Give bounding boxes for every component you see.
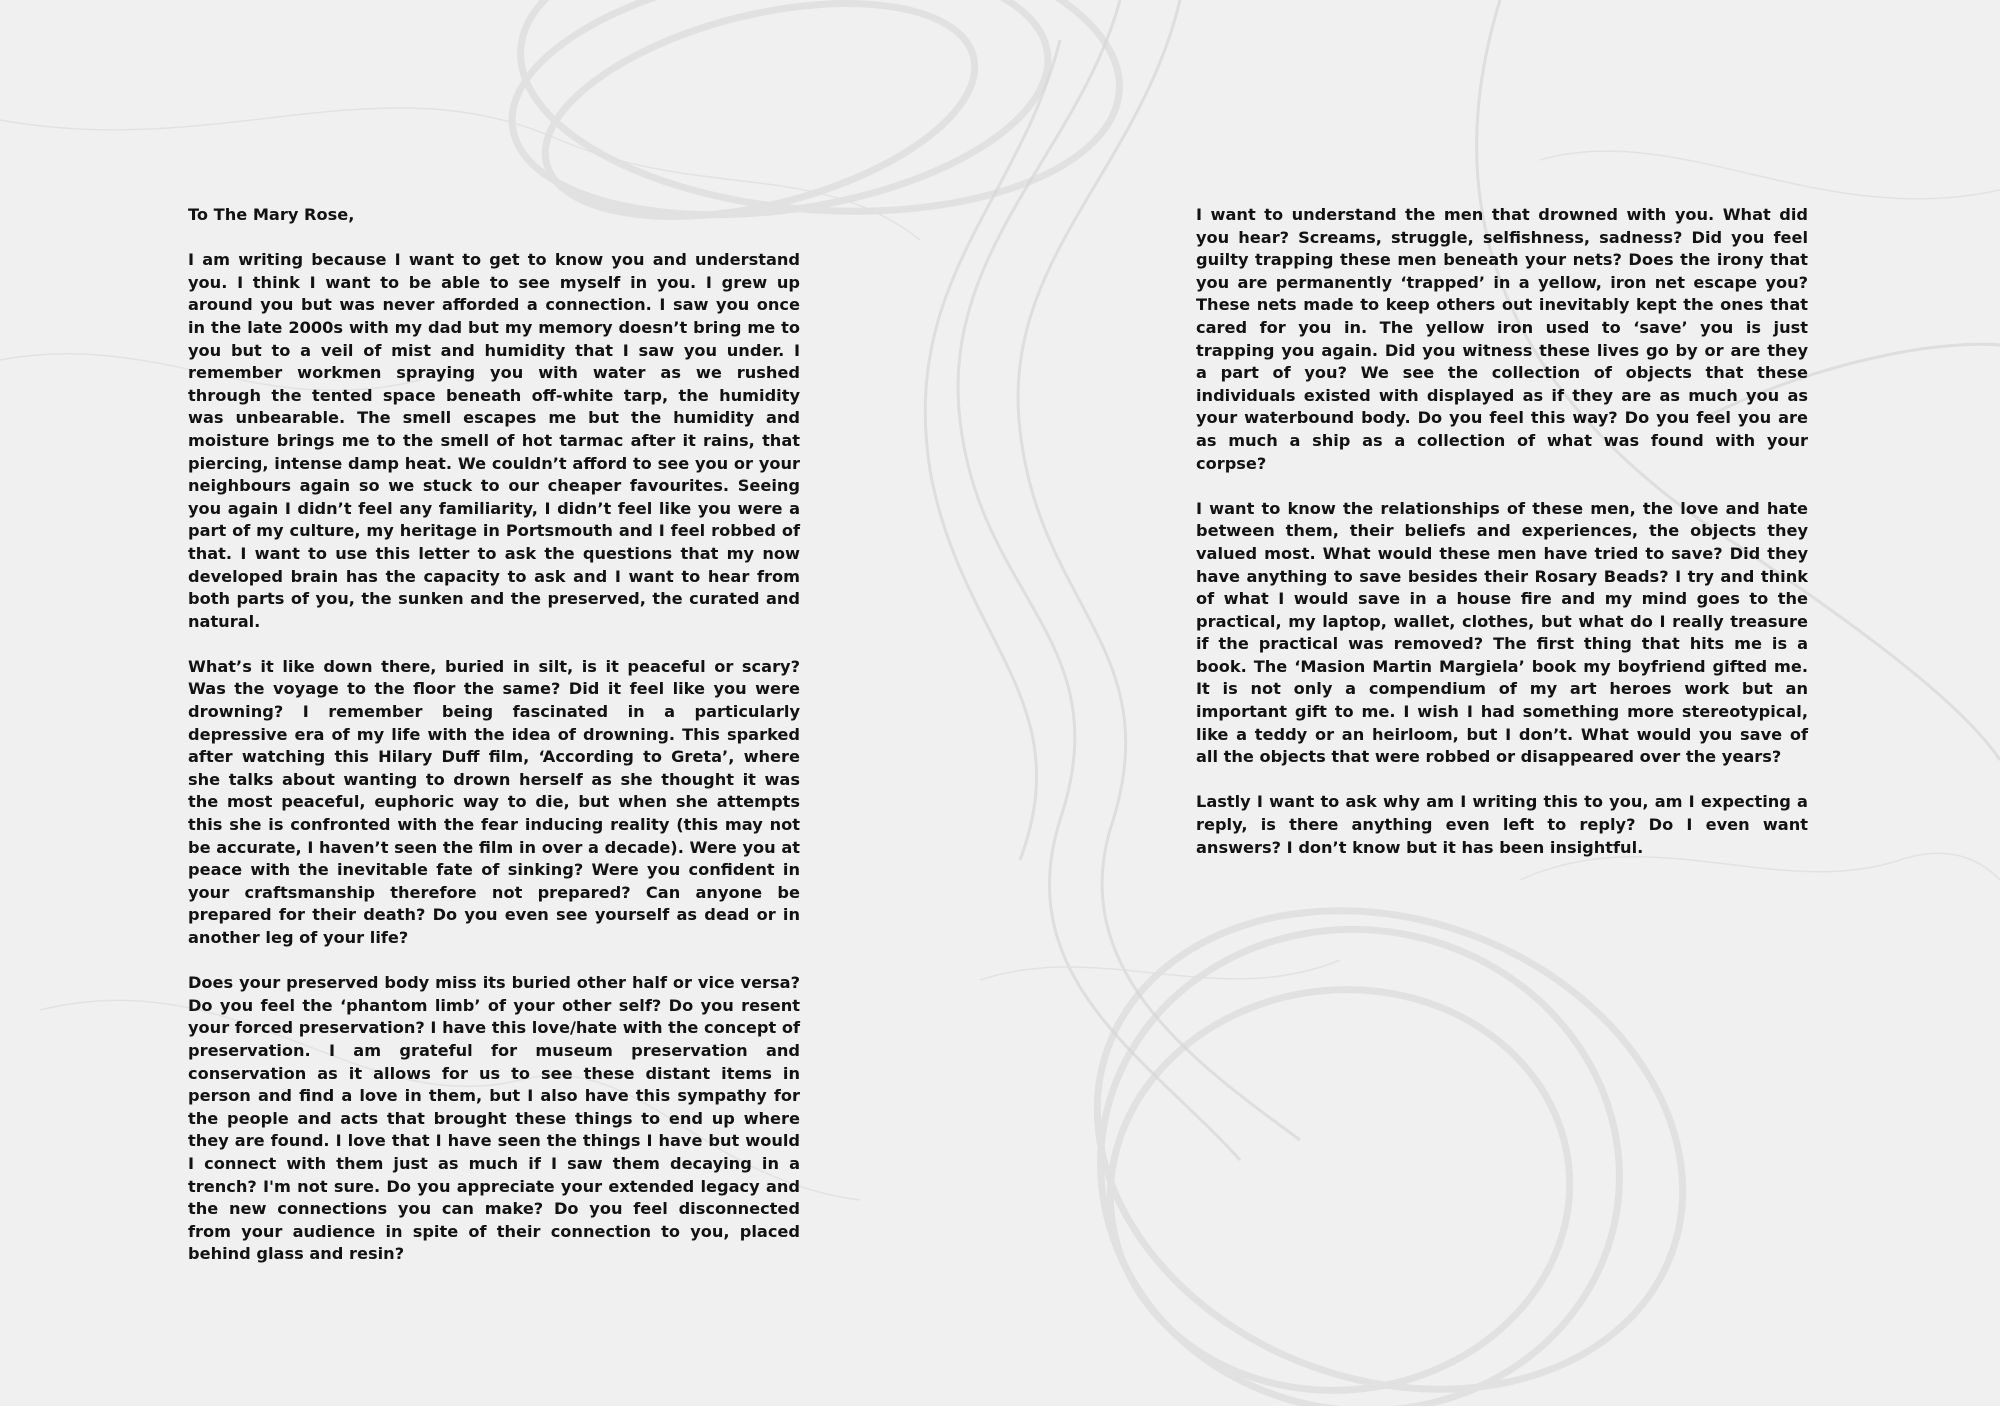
letter-right-column <box>1196 204 1808 882</box>
letter-paragraph: Does your preserved body miss its buried other half or vice versa? Do you feel the ‘phantom limb’ of your other self? Do you resent your forced preservation? I have this love/hate with the concept of preservation. I am grateful for museum preservation and conservation as it allows for us to see these distant items in person and find a love in them, but I also have this sympathy for the people and acts that brought these things to end up where they are found. I love that I have seen the things I have but would I connect with them just as much if I saw them decaying in a trench? I'm not sure. Do you appreciate your extended legacy and the new connections you can make? Do you feel disconnected from your audience in spite of their connection to you, placed behind glass and resin? <box>188 973 800 1264</box>
letter-left-column <box>188 204 800 1289</box>
page-bottom-edge <box>0 1406 2000 1414</box>
letter-paragraph: I want to know the relationships of these men, the love and hate between them, their beliefs and experiences, the objects they valued most. What would these men have tried to save? Did they have anything to save besides their Rosary Beads? I try and think of what I would save in a house fire and my mind goes to the practical, my laptop, wallet, clothes, but what do I really treasure if the practical was removed? The first thing that hits me is a book. The ‘Masion Martin Margiela’ book my boyfriend gifted me. It is not only a compendium of my art heroes work but an important gift to me. I wish I had something more stereotypical, like a teddy or an heirloom, but I don’t. What would you save of all the objects that were robbed or disappeared over the years? <box>1196 498 1808 767</box>
letter-paragraph: Lastly I want to ask why am I writing this to you, am I expecting a reply, is there anything even left to reply? Do I even want answers? I don’t know but it has been insightful. <box>1196 792 1808 857</box>
letter-paragraph: What’s it like down there, buried in silt, is it peaceful or scary? Was the voyage to the floor the same? Did it feel like you were drowning? I remember being fascinated in a particularly depressive era of my life with the idea of drowning. This sparked after watching this Hilary Duff film, ‘According to Greta’, where she talks about wanting to drown herself as she thought it was the most peaceful, euphoric way to die, but when she attempts this she is confronted with the fear inducing reality (this may not be accurate, I haven’t seen the film in over a decade). Were you at peace with the inevitable fate of sinking? Were you confident in your craftsmanship therefore not prepared? Can anyone be prepared for their death? Do you even see yourself as dead or in another leg of your life? <box>188 656 800 947</box>
letter-salutation: To The Mary Rose, <box>188 205 355 224</box>
letter-paragraph: I want to understand the men that drowned with you. What did you hear? Screams, struggle, selfishness, sadness? Did you feel guilty trapping these men beneath your nets? Does the irony that you are permanently ‘trapped’ in a yellow, iron net escape you? These nets made to keep others out inevitably kept the ones that cared for you in. The yellow iron used to ‘save’ you is just trapping you again. Did you witness these lives go by or are they a part of you? We see the collection of objects that these individuals existed with displayed as if they are as much you as your waterbound body. Do you feel this way? Do you feel you are as much a ship as a collection of what was found with your corpse? <box>1196 205 1808 473</box>
letter-paragraph: I am writing because I want to get to know you and understand you. I think I want to be able to see myself in you. I grew up around you but was never afforded a connection. I saw you once in the late 2000s with my dad but my memory doesn’t bring me to you but to a veil of mist and humidity that I saw you under. I remember workmen spraying you with water as we rushed through the tented space beneath off-white tarp, the humidity was unbearable. The smell escapes me but the humidity and moisture brings me to the smell of hot tarmac after it rains, that piercing, intense damp heat. We couldn’t afford to see you or your neighbours again so we stuck to our cheaper favourites. Seeing you again I didn’t feel any familiarity, I didn’t feel like you were a part of my culture, my heritage in Portsmouth and I feel robbed of that. I want to use this letter to ask the questions that my now developed brain has the capacity to ask and I want to hear from both parts of you, the sunken and the preserved, the curated and natural. <box>188 250 800 631</box>
